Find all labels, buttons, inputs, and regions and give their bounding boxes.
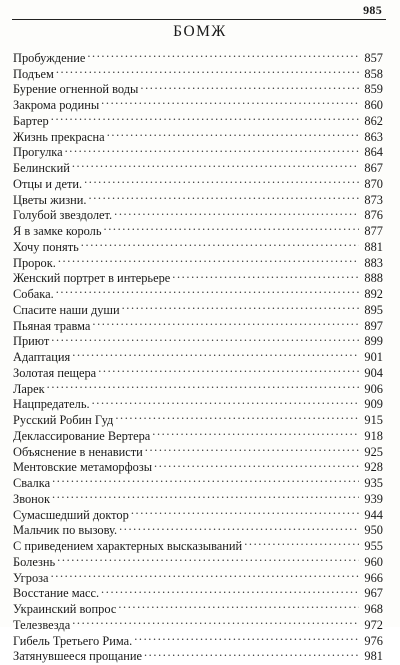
toc-dot-leader — [51, 330, 359, 346]
toc-dot-leader — [107, 125, 359, 141]
toc-entry — [13, 125, 383, 144]
toc-entry-title: Адаптация — [13, 350, 71, 364]
toc-entry-title: Отцы и дети. — [13, 176, 83, 191]
toc-dot-leader — [101, 582, 359, 598]
section-title: БОМЖ — [173, 23, 227, 40]
toc-dot-leader — [47, 377, 359, 393]
toc-entry-title: Угроза — [13, 570, 49, 585]
toc-entry-title: Белинский — [13, 161, 70, 175]
toc-entry-title: Ментовские метаморфозы — [13, 460, 153, 475]
toc-entry-page: 862 — [364, 113, 383, 128]
toc-dot-leader — [52, 471, 359, 487]
toc-dot-leader — [87, 46, 359, 62]
toc-dot-leader — [72, 613, 359, 629]
toc-entry-page: 955 — [364, 539, 383, 553]
toc-entry-page: 909 — [364, 397, 383, 412]
toc-dot-leader — [119, 519, 359, 535]
toc-entry-title: Хочу понять — [13, 239, 79, 254]
toc-entry — [13, 393, 383, 412]
toc-entry-title: Прогулка — [13, 145, 63, 160]
toc-dot-leader — [84, 172, 359, 188]
toc-dot-leader — [72, 156, 359, 172]
toc-entry — [13, 156, 383, 175]
toc-entry-page: 857 — [364, 50, 383, 65]
toc-entry-page: 870 — [364, 176, 383, 191]
toc-entry-title: Голубой звездолет. — [13, 208, 113, 223]
toc-entry-title: Я в замке король — [13, 224, 102, 238]
toc-dot-leader — [65, 141, 359, 157]
toc-entry-title: Пьяная травма — [13, 318, 91, 333]
toc-dot-leader — [118, 597, 359, 613]
toc-dot-leader — [122, 298, 359, 314]
toc-entry-page: 950 — [364, 523, 383, 538]
toc-entry — [13, 503, 383, 522]
toc-entry — [13, 251, 383, 270]
toc-dot-leader — [145, 440, 359, 456]
toc-entry-title: Свалка — [13, 476, 51, 490]
toc-entry — [13, 345, 383, 364]
toc-entry — [13, 487, 383, 506]
toc-entry-page: 881 — [364, 239, 383, 254]
toc-entry-title: Приют — [13, 334, 50, 349]
toc-entry-title: Пророк. — [13, 255, 56, 270]
toc-entry — [13, 267, 383, 286]
toc-entry-title: Золотая пещера — [13, 365, 97, 380]
toc-entry-page: 944 — [364, 507, 383, 522]
toc-entry — [13, 141, 383, 160]
toc-dot-leader — [51, 566, 359, 582]
toc-dot-leader — [56, 62, 359, 78]
toc-entry-title: Телезвезда — [13, 617, 71, 632]
toc-dot-leader — [72, 345, 359, 361]
toc-entry-page: 968 — [364, 602, 383, 616]
toc-entry-title: Гибель Третьего Рима. — [13, 633, 133, 648]
toc-entry-title: Бартер — [13, 113, 49, 128]
toc-entry-page: 967 — [364, 586, 383, 601]
toc-entry-title: Закрома родины — [13, 98, 100, 112]
toc-dot-leader — [98, 361, 359, 377]
toc-entry-title: Пробуждение — [13, 50, 86, 65]
toc-dot-leader — [114, 204, 359, 220]
toc-dot-leader — [56, 282, 359, 298]
toc-entry-page: 859 — [364, 82, 383, 97]
toc-entry-title: Нацпредатель. — [13, 397, 90, 412]
toc-entry — [13, 471, 383, 490]
toc-entry-page: 863 — [364, 129, 383, 144]
toc-entry-page: 876 — [364, 208, 383, 223]
toc-entry-page: 981 — [364, 649, 383, 664]
toc-entry-page: 915 — [364, 413, 383, 427]
toc-entry-title: Сумасшедший доктор — [13, 507, 129, 522]
toc-entry — [13, 582, 383, 601]
toc-entry — [13, 566, 383, 585]
toc-entry-title: Звонок — [13, 491, 51, 506]
toc-entry-page: 877 — [364, 224, 383, 238]
toc-entry-page: 925 — [364, 444, 383, 459]
toc-entry — [13, 330, 383, 349]
toc-dot-leader — [104, 219, 359, 235]
toc-entry — [13, 78, 383, 97]
toc-dot-leader — [101, 93, 359, 109]
toc-entry-page: 976 — [364, 633, 383, 648]
toc-dot-leader — [140, 78, 359, 94]
toc-dot-leader — [244, 534, 359, 550]
toc-dot-leader — [92, 393, 359, 409]
toc-entry — [13, 282, 383, 301]
toc-dot-leader — [144, 645, 359, 661]
toc-entry-page: 888 — [364, 271, 383, 286]
toc-entry-page: 939 — [364, 491, 383, 506]
toc-entry-page: 901 — [364, 350, 383, 364]
toc-entry-page: 864 — [364, 145, 383, 160]
toc-entry-page: 935 — [364, 476, 383, 490]
table-of-contents — [13, 46, 383, 664]
toc-entry-page: 904 — [364, 365, 383, 380]
toc-entry-title: Деклассирование Вертера — [13, 428, 151, 443]
toc-entry-title: Затянувшееся прощание — [13, 649, 142, 664]
toc-entry-page: 960 — [364, 554, 383, 569]
page-number: 985 — [363, 3, 382, 17]
toc-entry-title: Подъем — [13, 66, 54, 81]
toc-dot-leader — [115, 408, 359, 424]
toc-entry-title: Собака. — [13, 287, 54, 301]
toc-entry — [13, 62, 383, 81]
header-rule — [12, 19, 386, 20]
toc-dot-leader — [81, 235, 359, 251]
toc-entry — [13, 109, 383, 128]
toc-entry-title: Русский Робин Гуд — [13, 413, 114, 427]
toc-entry-page: 892 — [364, 287, 383, 301]
toc-dot-leader — [52, 487, 359, 503]
toc-entry — [13, 377, 383, 396]
toc-entry-page: 906 — [364, 381, 383, 396]
toc-entry — [13, 46, 383, 65]
toc-entry-page: 883 — [364, 255, 383, 270]
toc-entry — [13, 298, 383, 317]
toc-entry-page: 895 — [364, 302, 383, 317]
toc-entry-page: 899 — [364, 334, 383, 349]
toc-dot-leader — [92, 314, 359, 330]
toc-entry-title: Жизнь прекрасна — [13, 129, 105, 144]
toc-entry-page: 873 — [364, 192, 383, 207]
toc-dot-leader — [57, 550, 359, 566]
toc-dot-leader — [172, 267, 359, 283]
toc-entry — [13, 550, 383, 569]
toc-entry-title: Женский портрет в интерьере — [13, 271, 171, 286]
toc-entry-title: Болезнь — [13, 554, 56, 569]
toc-entry-page: 918 — [364, 428, 383, 443]
toc-entry-title: Объяснение в ненависти — [13, 444, 143, 459]
toc-entry-title: Спасите наши души — [13, 302, 120, 317]
toc-dot-leader — [131, 503, 359, 519]
toc-entry-page: 928 — [364, 460, 383, 475]
toc-dot-leader — [89, 188, 359, 204]
toc-entry-title: Украинский вопрос — [13, 602, 117, 616]
toc-dot-leader — [152, 424, 359, 440]
toc-entry-page: 972 — [364, 617, 383, 632]
toc-entry-page: 867 — [364, 161, 383, 175]
toc-entry-title: Ларек — [13, 381, 45, 396]
toc-entry-page: 860 — [364, 98, 383, 112]
toc-entry-page: 858 — [364, 66, 383, 81]
toc-entry-title: С приведением характерных высказываний — [13, 539, 243, 553]
toc-entry-title: Мальчик по вызову. — [13, 523, 118, 538]
toc-entry-title: Восстание масс. — [13, 586, 100, 601]
toc-dot-leader — [58, 251, 359, 267]
toc-entry-page: 897 — [364, 318, 383, 333]
toc-dot-leader — [51, 109, 359, 125]
toc-entry-title: Цветы жизни. — [13, 192, 87, 207]
toc-dot-leader — [154, 456, 359, 472]
toc-entry-title: Бурение огненной воды — [13, 82, 139, 97]
toc-entry-page: 966 — [364, 570, 383, 585]
toc-dot-leader — [134, 629, 359, 645]
